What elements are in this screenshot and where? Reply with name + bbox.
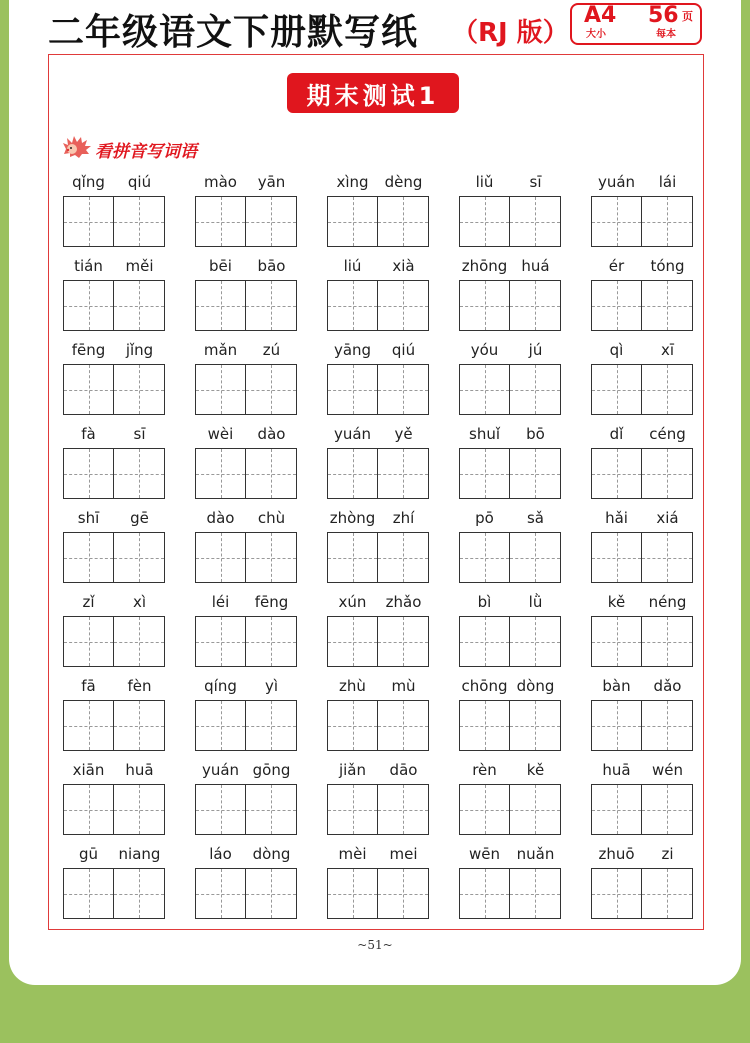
pinyin-label: xiá bbox=[656, 509, 679, 527]
writing-cell[interactable] bbox=[591, 532, 642, 583]
paper-size-label: 大小 bbox=[586, 29, 606, 40]
writing-cell[interactable] bbox=[510, 532, 561, 583]
pinyin-label: dòng bbox=[516, 677, 555, 695]
word-item bbox=[591, 256, 693, 336]
pinyin-label: kě bbox=[607, 593, 626, 611]
pinyin-label: shī bbox=[77, 509, 100, 527]
writing-cell[interactable] bbox=[114, 196, 165, 247]
writing-cell[interactable] bbox=[591, 700, 642, 751]
pinyin-label: yuán bbox=[597, 173, 636, 191]
writing-cell[interactable] bbox=[327, 700, 378, 751]
writing-cell[interactable] bbox=[246, 280, 297, 331]
writing-cell[interactable] bbox=[378, 616, 429, 667]
pinyin-label: yě bbox=[394, 425, 413, 443]
pinyin-label: qì bbox=[609, 341, 624, 359]
pinyin-label: zhuō bbox=[598, 845, 635, 863]
writing-cell[interactable] bbox=[591, 448, 642, 499]
word-item bbox=[327, 508, 429, 588]
pinyin-label: wèi bbox=[207, 425, 234, 443]
pinyin-label: tóng bbox=[650, 257, 685, 275]
writing-cell[interactable] bbox=[591, 784, 642, 835]
pinyin-label: dào bbox=[206, 509, 235, 527]
pinyin-label: jú bbox=[528, 341, 543, 359]
writing-cell[interactable] bbox=[327, 868, 378, 919]
page-number: ~51~ bbox=[357, 938, 393, 952]
pinyin-label: tián bbox=[74, 257, 103, 275]
word-item bbox=[591, 844, 693, 924]
word-item bbox=[459, 760, 561, 840]
pinyin-label: fēng bbox=[254, 593, 289, 611]
writing-cell[interactable] bbox=[591, 196, 642, 247]
pinyin-label: yuán bbox=[201, 761, 240, 779]
pinyin-label: fēng bbox=[71, 341, 106, 359]
writing-cell[interactable] bbox=[114, 784, 165, 835]
pinyin-label: xìng bbox=[336, 173, 369, 191]
pinyin-label: yì bbox=[264, 677, 279, 695]
writing-cell[interactable] bbox=[378, 448, 429, 499]
pinyin-label: sī bbox=[133, 425, 146, 443]
writing-cell[interactable] bbox=[246, 448, 297, 499]
writing-cell[interactable] bbox=[510, 280, 561, 331]
paper-size: A4 bbox=[584, 3, 617, 28]
writing-cell[interactable] bbox=[378, 364, 429, 415]
writing-cell[interactable] bbox=[642, 616, 693, 667]
writing-cell[interactable] bbox=[510, 868, 561, 919]
writing-cell[interactable] bbox=[378, 196, 429, 247]
writing-cell[interactable] bbox=[114, 700, 165, 751]
word-item bbox=[195, 844, 297, 924]
word-item bbox=[327, 172, 429, 252]
word-item bbox=[327, 592, 429, 672]
writing-cell[interactable] bbox=[642, 532, 693, 583]
writing-cell[interactable] bbox=[642, 448, 693, 499]
pinyin-label: zhōng bbox=[461, 257, 508, 275]
pinyin-label: bēi bbox=[209, 257, 232, 275]
writing-cell[interactable] bbox=[246, 532, 297, 583]
writing-cell[interactable] bbox=[327, 364, 378, 415]
writing-cell[interactable] bbox=[195, 280, 246, 331]
word-item bbox=[327, 760, 429, 840]
word-item bbox=[63, 592, 165, 672]
writing-cell[interactable] bbox=[459, 616, 510, 667]
pinyin-label: wēn bbox=[468, 845, 500, 863]
writing-cell[interactable] bbox=[246, 868, 297, 919]
pinyin-label: sǎ bbox=[526, 509, 544, 527]
pinyin-label: zhù bbox=[339, 677, 366, 695]
pinyin-label: chù bbox=[257, 509, 286, 527]
pinyin-label: liǔ bbox=[475, 173, 494, 191]
writing-cell[interactable] bbox=[63, 448, 114, 499]
edition-label: （RJ 版） bbox=[452, 18, 569, 48]
word-item bbox=[327, 256, 429, 336]
writing-cell[interactable] bbox=[459, 532, 510, 583]
pinyin-label: mǎn bbox=[203, 341, 238, 359]
word-item bbox=[63, 172, 165, 252]
writing-cell[interactable] bbox=[114, 448, 165, 499]
pinyin-label: pō bbox=[475, 509, 494, 527]
writing-cell[interactable] bbox=[591, 280, 642, 331]
pinyin-label: mei bbox=[389, 845, 418, 863]
writing-cell[interactable] bbox=[378, 700, 429, 751]
pinyin-label: jiǎn bbox=[338, 761, 367, 779]
pinyin-label: zhòng bbox=[329, 509, 376, 527]
pinyin-label: bì bbox=[477, 593, 492, 611]
writing-cell[interactable] bbox=[114, 868, 165, 919]
pinyin-label: mào bbox=[204, 173, 237, 191]
pinyin-label: huā bbox=[125, 761, 154, 779]
writing-cell[interactable] bbox=[246, 700, 297, 751]
word-item bbox=[327, 340, 429, 420]
writing-cell[interactable] bbox=[195, 616, 246, 667]
pinyin-label: ér bbox=[608, 257, 625, 275]
pinyin-label: mù bbox=[391, 677, 416, 695]
pinyin-label: dāo bbox=[389, 761, 418, 779]
pinyin-label: zǐ bbox=[82, 593, 95, 611]
writing-cell[interactable] bbox=[195, 448, 246, 499]
pinyin-label: zi bbox=[661, 845, 674, 863]
writing-cell[interactable] bbox=[327, 616, 378, 667]
pinyin-label: xì bbox=[132, 593, 147, 611]
writing-cell[interactable] bbox=[195, 196, 246, 247]
word-item bbox=[459, 340, 561, 420]
writing-cell[interactable] bbox=[63, 364, 114, 415]
writing-cell[interactable] bbox=[510, 196, 561, 247]
writing-cell[interactable] bbox=[63, 868, 114, 919]
pinyin-label: dèng bbox=[384, 173, 423, 191]
writing-cell[interactable] bbox=[327, 448, 378, 499]
pinyin-label: bō bbox=[526, 425, 545, 443]
word-item bbox=[195, 760, 297, 840]
word-item bbox=[459, 508, 561, 588]
pinyin-label: céng bbox=[649, 425, 686, 443]
writing-cell[interactable] bbox=[642, 700, 693, 751]
writing-cell[interactable] bbox=[63, 616, 114, 667]
writing-cell[interactable] bbox=[378, 532, 429, 583]
writing-cell[interactable] bbox=[195, 532, 246, 583]
writing-cell[interactable] bbox=[642, 868, 693, 919]
word-item bbox=[459, 592, 561, 672]
pinyin-label: fèn bbox=[127, 677, 152, 695]
word-item bbox=[63, 844, 165, 924]
pinyin-label: fà bbox=[81, 425, 96, 443]
word-item bbox=[591, 424, 693, 504]
writing-cell[interactable] bbox=[114, 364, 165, 415]
pinyin-label: dǎo bbox=[653, 677, 682, 695]
pinyin-label: bāo bbox=[257, 257, 286, 275]
writing-cell[interactable] bbox=[459, 196, 510, 247]
pinyin-label: gōng bbox=[252, 761, 291, 779]
word-item bbox=[63, 760, 165, 840]
word-item bbox=[195, 256, 297, 336]
pinyin-label: chōng bbox=[461, 677, 508, 695]
word-item bbox=[63, 340, 165, 420]
word-item bbox=[327, 424, 429, 504]
writing-cell[interactable] bbox=[246, 364, 297, 415]
writing-cell[interactable] bbox=[510, 448, 561, 499]
word-item bbox=[591, 508, 693, 588]
pinyin-label: yóu bbox=[470, 341, 499, 359]
pinyin-label: wén bbox=[651, 761, 683, 779]
writing-cell[interactable] bbox=[327, 280, 378, 331]
writing-cell[interactable] bbox=[510, 616, 561, 667]
writing-cell[interactable] bbox=[510, 700, 561, 751]
pinyin-label: gū bbox=[78, 845, 99, 863]
pinyin-label: xī bbox=[660, 341, 675, 359]
test-title: 期末测试1 bbox=[287, 73, 459, 113]
pinyin-label: yān bbox=[257, 173, 286, 191]
writing-cell[interactable] bbox=[195, 364, 246, 415]
word-item bbox=[195, 676, 297, 756]
writing-cell[interactable] bbox=[591, 616, 642, 667]
pinyin-label: mèi bbox=[338, 845, 367, 863]
word-item bbox=[459, 172, 561, 252]
pinyin-label: liú bbox=[343, 257, 362, 275]
word-item bbox=[591, 676, 693, 756]
word-item bbox=[63, 256, 165, 336]
pinyin-label: xià bbox=[392, 257, 415, 275]
word-item bbox=[195, 508, 297, 588]
pinyin-label: bàn bbox=[602, 677, 631, 695]
writing-cell[interactable] bbox=[246, 616, 297, 667]
pinyin-label: fā bbox=[81, 677, 96, 695]
pinyin-label: yuán bbox=[333, 425, 372, 443]
word-item bbox=[591, 592, 693, 672]
writing-cell[interactable] bbox=[642, 280, 693, 331]
writing-cell[interactable] bbox=[114, 532, 165, 583]
writing-cell[interactable] bbox=[327, 196, 378, 247]
word-item bbox=[459, 424, 561, 504]
writing-cell[interactable] bbox=[246, 784, 297, 835]
word-item bbox=[195, 424, 297, 504]
writing-cell[interactable] bbox=[459, 364, 510, 415]
pinyin-label: huá bbox=[521, 257, 550, 275]
pinyin-label: lái bbox=[658, 173, 677, 191]
writing-cell[interactable] bbox=[114, 616, 165, 667]
writing-cell[interactable] bbox=[195, 868, 246, 919]
word-item bbox=[327, 844, 429, 924]
writing-cell[interactable] bbox=[378, 280, 429, 331]
writing-cell[interactable] bbox=[591, 364, 642, 415]
writing-cell[interactable] bbox=[63, 532, 114, 583]
word-item bbox=[591, 340, 693, 420]
writing-cell[interactable] bbox=[327, 532, 378, 583]
page-count-label: 每本 bbox=[656, 29, 676, 40]
writing-cell[interactable] bbox=[459, 280, 510, 331]
pinyin-label: hǎi bbox=[605, 509, 628, 527]
pinyin-label: dào bbox=[257, 425, 286, 443]
writing-cell[interactable] bbox=[246, 196, 297, 247]
pinyin-label: shuǐ bbox=[469, 425, 500, 443]
pinyin-label: xiān bbox=[72, 761, 105, 779]
pinyin-label: qǐng bbox=[72, 173, 105, 191]
pinyin-label: lǜ bbox=[528, 593, 543, 611]
word-item bbox=[327, 676, 429, 756]
word-item bbox=[459, 676, 561, 756]
pinyin-label: kě bbox=[526, 761, 545, 779]
pinyin-label: yāng bbox=[333, 341, 372, 359]
pinyin-label: rèn bbox=[472, 761, 497, 779]
word-item bbox=[195, 340, 297, 420]
writing-cell[interactable] bbox=[459, 700, 510, 751]
pinyin-label: měi bbox=[125, 257, 154, 275]
writing-cell[interactable] bbox=[510, 364, 561, 415]
pinyin-label: zú bbox=[262, 341, 281, 359]
word-item bbox=[459, 844, 561, 924]
writing-cell[interactable] bbox=[378, 868, 429, 919]
writing-cell[interactable] bbox=[459, 448, 510, 499]
writing-cell[interactable] bbox=[459, 784, 510, 835]
pinyin-label: qíng bbox=[204, 677, 237, 695]
writing-cell[interactable] bbox=[195, 700, 246, 751]
writing-cell[interactable] bbox=[459, 868, 510, 919]
pinyin-label: niang bbox=[118, 845, 161, 863]
pinyin-label: léi bbox=[211, 593, 230, 611]
pinyin-label: néng bbox=[648, 593, 687, 611]
writing-cell[interactable] bbox=[591, 868, 642, 919]
word-item bbox=[195, 172, 297, 252]
writing-cell[interactable] bbox=[63, 700, 114, 751]
pinyin-label: qiú bbox=[391, 341, 416, 359]
word-item bbox=[591, 760, 693, 840]
pinyin-label: jǐng bbox=[125, 341, 154, 359]
pinyin-label: láo bbox=[209, 845, 232, 863]
pinyin-label: sī bbox=[529, 173, 542, 191]
word-item bbox=[591, 172, 693, 252]
pinyin-label: zhǎo bbox=[385, 593, 422, 611]
word-item bbox=[195, 592, 297, 672]
writing-cell[interactable] bbox=[63, 196, 114, 247]
pinyin-label: zhí bbox=[392, 509, 415, 527]
writing-cell[interactable] bbox=[63, 784, 114, 835]
writing-cell[interactable] bbox=[327, 784, 378, 835]
pinyin-label: xún bbox=[338, 593, 367, 611]
writing-cell[interactable] bbox=[642, 784, 693, 835]
writing-cell[interactable] bbox=[510, 784, 561, 835]
section-heading-text: 看拼音写词语 bbox=[95, 141, 197, 162]
writing-cell[interactable] bbox=[642, 196, 693, 247]
page-title: 二年级语文下册默写纸 bbox=[48, 12, 419, 53]
writing-cell[interactable] bbox=[378, 784, 429, 835]
page-count: 56 bbox=[648, 3, 679, 28]
word-item bbox=[63, 508, 165, 588]
pinyin-label: qiú bbox=[127, 173, 152, 191]
page-unit: 页 bbox=[682, 10, 693, 23]
pinyin-label: gē bbox=[130, 509, 149, 527]
word-item bbox=[63, 424, 165, 504]
writing-cell[interactable] bbox=[195, 784, 246, 835]
writing-cell[interactable] bbox=[114, 280, 165, 331]
writing-cell[interactable] bbox=[63, 280, 114, 331]
pinyin-label: dǐ bbox=[609, 425, 624, 443]
pinyin-label: dòng bbox=[252, 845, 291, 863]
word-item bbox=[459, 256, 561, 336]
writing-cell[interactable] bbox=[642, 364, 693, 415]
pinyin-label: nuǎn bbox=[516, 845, 555, 863]
pinyin-label: huā bbox=[602, 761, 631, 779]
word-item bbox=[63, 676, 165, 756]
